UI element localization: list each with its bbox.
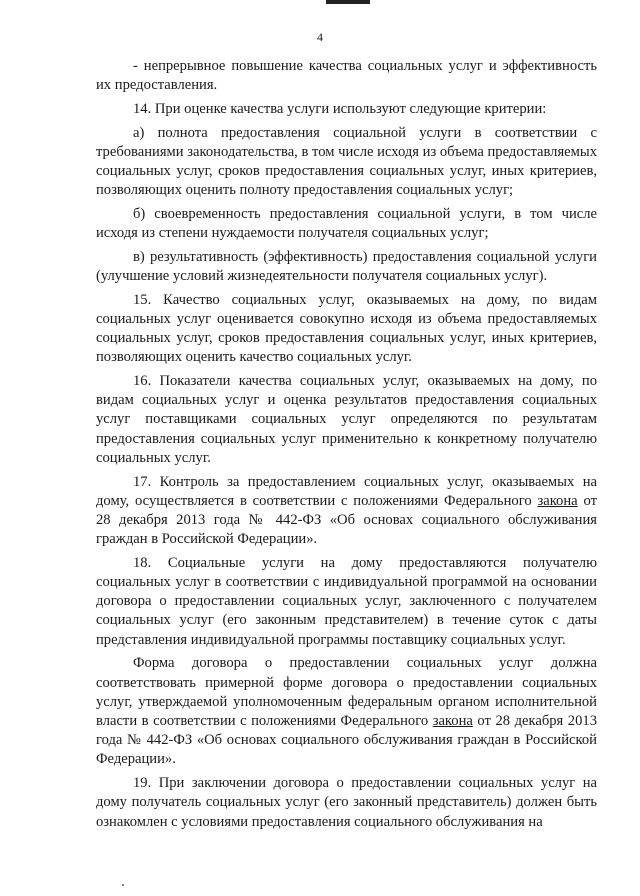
paragraph-text: - непрерывное повышение качества социальных услуг и эффективность их предоставления. [96,58,597,94]
paragraph-text: 17. Контроль за предоставлением социальных услуг, оказываемых на дому, осуществляется в соответствии с положениями Федерального [96,473,597,509]
page-top-mark [326,0,370,4]
paragraph-text: Форма договора о предоставлении социальных услуг должна соответствовать примерной форме договора о предоставлении социальных услуг, утверждаемой уполномоченным федеральным органом исполнительной власти в соответствии с положениями Федерального [96,655,597,729]
paragraph-p9 [96,554,597,650]
page-number: 4 [317,30,323,44]
paragraph-p3 [96,124,597,201]
paragraph-p7 [96,372,597,468]
paragraph-text: 19. При заключении договора о предоставлении социальных услуг на дому получатель социальных услуг (его законный представитель) должен быть ознакомлен с условиями предоставления социального обслуживания на [96,775,597,830]
paragraph-text: 18. Социальные услуги на дому предоставляются получателю социальных услуг в соответствии с индивидуальной программой на основании договора о предоставлении социальных услуг, заключенного с получателем социальных услуг (его законным представителем) в течение суток с даты представления индивидуальной программы поставщику социальных услуг. [96,554,597,648]
paragraph-text: 16. Показатели качества социальных услуг, оказываемых на дому, по видам социальных услуг и оценка результатов предоставления социальных услуг поставщиками социальных услуг определяются по результатам предоставления социальных услуг применительно к конкретному получателю социальных услуг. [96,373,597,466]
paragraph-p5 [96,248,597,286]
paragraph-text: в) результативность (эффективность) предоставления социальной услуги (улучшение условий жизнедеятельности получателя социальных услуг). [96,248,597,285]
paragraph-text: 14. При оценке качества услуги используют следующие критерии: [133,100,547,117]
paragraph-p1 [96,57,597,95]
paragraph-p10 [96,654,597,769]
law-link[interactable]: закона [432,713,473,729]
paragraph-p6 [96,291,597,368]
paragraph-text: б) своевременность предоставления социальной услуги, в том числе исходя из степени нуждаемости получателя социальных услуг; [96,205,597,242]
paragraph-p8 [96,473,597,550]
paragraph-text: 15. Качество социальных услуг, оказываемых на дому, по видам социальных услуг оценивается совокупно исходя из объема предоставляемых социальных услуг, сроков предоставления социальных услуг, иных критериев, позволяющих оценить качество социальных услуг. [96,291,597,366]
paragraph-text: от 28 декабря 2013 года № 442-ФЗ «Об основах социального обслуживания граждан в Российской Федерации». [96,713,597,768]
paragraph-p2 [96,100,597,119]
law-link[interactable]: закона [537,492,578,509]
paragraph-p4 [96,205,597,243]
scan-speck [122,884,124,886]
paragraph-p11 [96,774,597,832]
document-body [96,57,597,836]
paragraph-text: а) полнота предоставления социальной услуги в соответствии с требованиями законодательства, в том числе исходя из объема предоставляемых социальных услуг, сроков предоставления социальных услуг, иных критериев, позволяющих оценить полноту предоставления социальных услуг; [96,124,597,199]
paragraph-text: от 28 декабря 2013 года № 442-ФЗ «Об основах социального обслуживания граждан в Российской Федерации». [96,492,597,548]
